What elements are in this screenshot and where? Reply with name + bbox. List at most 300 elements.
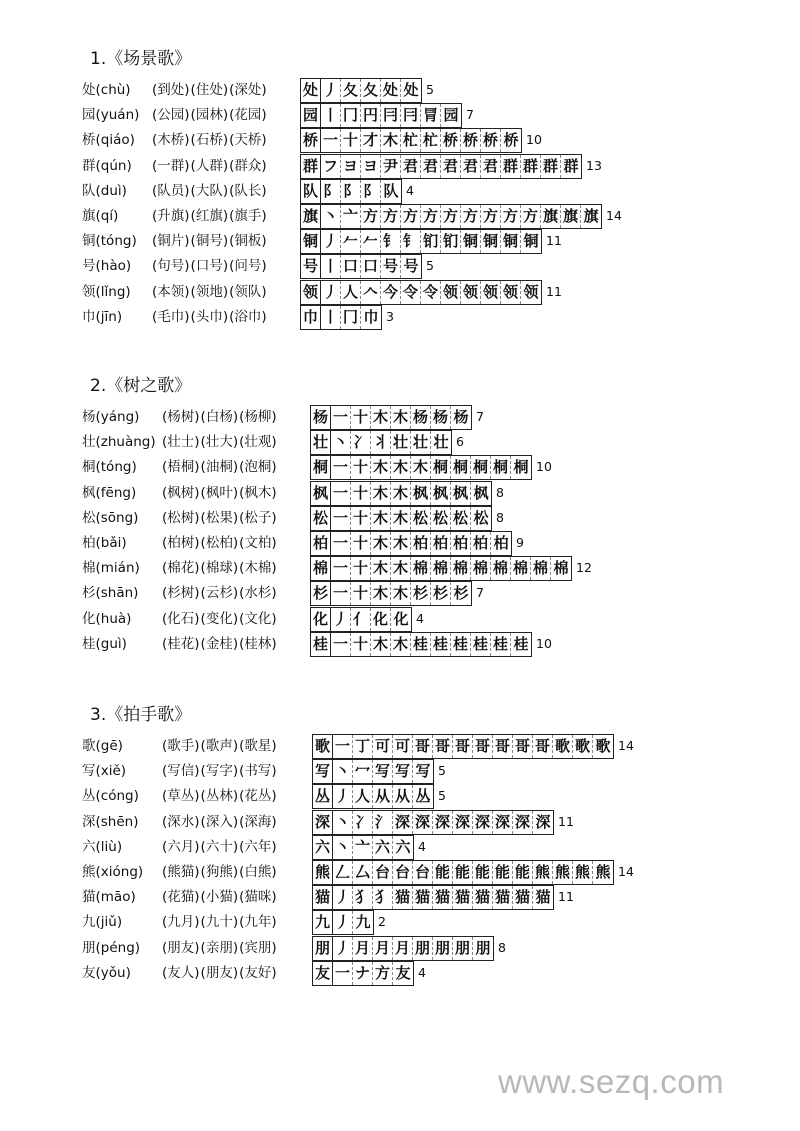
stroke-step: 桐 xyxy=(471,456,491,479)
stroke-order-grid xyxy=(310,531,512,556)
char-pinyin-label: 号(hào) xyxy=(82,258,132,275)
stroke-step: 桐 xyxy=(491,456,511,479)
word: (文化) xyxy=(239,610,277,627)
stroke-step: 人 xyxy=(341,281,361,304)
stroke-order-grid xyxy=(310,556,572,581)
stroke-step: 冃 xyxy=(381,104,401,127)
stroke-step: 队 xyxy=(383,181,399,200)
word: (金桂) xyxy=(200,635,239,652)
stroke-step: 桥 xyxy=(503,131,519,150)
stroke-step: 一 xyxy=(331,406,351,429)
word: (亲朋) xyxy=(200,939,239,956)
char-pinyin-label: 桐(tóng) xyxy=(82,459,137,476)
stroke-step: 冖 xyxy=(353,760,373,783)
stroke-step: 钅 xyxy=(381,230,401,253)
stroke-step: 处 xyxy=(381,79,401,102)
stroke-step: 冃 xyxy=(401,104,421,127)
stroke-order-grid xyxy=(300,78,422,103)
char-row xyxy=(0,430,800,455)
char-row xyxy=(0,734,800,759)
word: (花丛) xyxy=(239,788,277,805)
word: (化石) xyxy=(162,610,200,627)
stroke-step: 桂 xyxy=(513,634,529,653)
stroke-step: 木 xyxy=(371,456,391,479)
stroke-step: 丿 xyxy=(321,281,341,304)
stroke-step: 园 xyxy=(443,106,459,125)
word: (杨树) xyxy=(162,409,200,425)
stroke-step: 钅 xyxy=(401,230,421,253)
word-list xyxy=(152,105,268,125)
word-list xyxy=(162,736,278,756)
word: (队员) xyxy=(152,182,190,199)
stroke-step: 猫 xyxy=(473,886,493,909)
stroke-step: 方 xyxy=(381,205,401,228)
grid-char: 桂 xyxy=(311,633,331,656)
word: (铜板) xyxy=(229,233,267,250)
stroke-step: 木 xyxy=(371,532,391,555)
word: (公园) xyxy=(152,107,190,124)
stroke-count: 11 xyxy=(546,233,562,249)
stroke-order-grid xyxy=(312,784,434,809)
stroke-step: 钔 xyxy=(421,230,441,253)
grid-char: 杨 xyxy=(311,406,331,429)
stroke-step: 从 xyxy=(393,785,413,808)
stroke-step: 深 xyxy=(513,811,533,834)
word: (枫木) xyxy=(239,484,277,501)
word-list xyxy=(162,432,278,452)
word: (文柏) xyxy=(239,535,277,551)
stroke-count: 10 xyxy=(536,459,552,475)
stroke-count: 14 xyxy=(618,738,634,753)
word: (木棉) xyxy=(239,560,277,577)
word-list xyxy=(162,938,278,958)
stroke-count: 4 xyxy=(418,838,426,854)
stroke-step: 哥 xyxy=(513,735,533,758)
stroke-step: 哥 xyxy=(413,735,433,758)
stroke-step: 十 xyxy=(351,507,371,530)
char-row xyxy=(0,784,800,809)
stroke-step: 桂 xyxy=(471,633,491,656)
stroke-count: 14 xyxy=(606,208,622,223)
stroke-step: 写 xyxy=(373,760,393,783)
grid-char: 化 xyxy=(311,608,331,631)
char-pinyin-label: 桥(qiáo) xyxy=(82,132,135,149)
word: (铜片) xyxy=(152,233,190,250)
stroke-step: 杧 xyxy=(421,129,441,152)
char-row xyxy=(0,936,800,961)
stroke-step: 能 xyxy=(493,861,513,884)
stroke-count: 10 xyxy=(526,132,542,148)
word-list xyxy=(162,862,278,882)
stroke-step: 木 xyxy=(371,482,391,505)
stroke-step: 杨 xyxy=(453,408,469,426)
stroke-step: 方 xyxy=(421,205,441,228)
word: (猫咪) xyxy=(239,889,277,906)
word: (白熊) xyxy=(239,864,277,880)
stroke-order-grid xyxy=(312,734,614,759)
grid-char: 处 xyxy=(301,79,321,102)
grid-char: 园 xyxy=(301,104,321,127)
stroke-step: 木 xyxy=(411,456,431,479)
word: (桂林) xyxy=(239,635,277,652)
stroke-step: 枫 xyxy=(451,482,471,505)
word-list xyxy=(162,963,278,983)
stroke-step: 尹 xyxy=(381,155,401,178)
stroke-step: 处 xyxy=(403,81,419,99)
word: (石桥) xyxy=(190,132,229,149)
word: (领地) xyxy=(190,283,229,300)
stroke-step: 铜 xyxy=(501,230,521,253)
stroke-step: 桐 xyxy=(431,456,451,479)
stroke-step: 杉 xyxy=(431,582,451,605)
stroke-step: 方 xyxy=(373,962,393,985)
stroke-step: 月 xyxy=(353,937,373,960)
grid-char: 丛 xyxy=(313,785,333,808)
stroke-step: 棉 xyxy=(531,557,551,580)
stroke-step: 歌 xyxy=(595,737,611,755)
stroke-count: 8 xyxy=(498,939,506,955)
stroke-step: 丨 xyxy=(321,306,341,329)
stroke-step: 方 xyxy=(441,205,461,228)
grid-char: 深 xyxy=(313,811,333,834)
stroke-order-grid xyxy=(310,405,472,430)
char-pinyin-label: 巾(jīn) xyxy=(82,308,123,325)
word: (棉球) xyxy=(200,560,239,577)
stroke-step: 丿 xyxy=(321,230,341,253)
stroke-step: 丶 xyxy=(333,760,353,783)
section-title: 3.《拍手歌》 xyxy=(90,705,192,725)
stroke-step: 犭 xyxy=(353,886,373,909)
stroke-step: 台 xyxy=(393,861,413,884)
word: (歌声) xyxy=(200,738,239,754)
word: (枫叶) xyxy=(200,484,239,501)
word: (花猫) xyxy=(162,889,200,906)
stroke-count: 12 xyxy=(576,560,592,576)
stroke-order-grid xyxy=(310,607,412,632)
char-row xyxy=(0,229,800,254)
char-pinyin-label: 六(liù) xyxy=(82,838,123,855)
word-list xyxy=(162,786,278,806)
word: (熊猫) xyxy=(162,864,200,880)
word: (木桥) xyxy=(152,132,190,149)
word-list xyxy=(162,837,278,857)
stroke-step: 群 xyxy=(501,155,521,178)
stroke-step: 猫 xyxy=(413,886,433,909)
stroke-step: 钔 xyxy=(441,230,461,253)
grid-char: 猫 xyxy=(313,886,333,909)
stroke-step: 方 xyxy=(401,205,421,228)
char-row xyxy=(0,556,800,581)
grid-char: 群 xyxy=(301,155,321,178)
word: (壮士) xyxy=(162,434,200,451)
stroke-step: 冫 xyxy=(351,431,371,454)
char-pinyin-label: 熊(xióng) xyxy=(82,864,144,880)
stroke-order-grid xyxy=(310,632,532,657)
stroke-order-grid xyxy=(300,128,522,153)
word-list xyxy=(152,80,268,100)
grid-char: 桥 xyxy=(301,129,321,152)
stroke-step: 月 xyxy=(373,937,393,960)
char-row xyxy=(0,607,800,632)
stroke-step: 能 xyxy=(453,861,473,884)
stroke-step: 写 xyxy=(415,762,431,781)
stroke-step: 松 xyxy=(473,508,489,527)
stroke-step: 柏 xyxy=(493,534,509,552)
grid-char: 领 xyxy=(301,281,321,304)
stroke-step: 化 xyxy=(371,608,391,631)
stroke-step: 松 xyxy=(451,507,471,530)
stroke-step: 今 xyxy=(381,281,401,304)
word-list xyxy=(152,156,268,176)
grid-char: 写 xyxy=(313,760,333,783)
stroke-step: 丛 xyxy=(415,787,431,806)
stroke-step: 柏 xyxy=(471,532,491,555)
stroke-step: 桥 xyxy=(441,129,461,152)
stroke-step: 十 xyxy=(351,582,371,605)
grid-char: 壮 xyxy=(311,431,331,454)
stroke-step: 木 xyxy=(371,557,391,580)
word: (头巾) xyxy=(190,308,229,325)
grid-char: 队 xyxy=(301,180,321,203)
word-list xyxy=(162,609,278,629)
stroke-step: 棉 xyxy=(411,557,431,580)
stroke-step: 猫 xyxy=(453,886,473,909)
char-pinyin-label: 朋(péng) xyxy=(82,939,141,956)
word: (友人) xyxy=(162,964,200,981)
stroke-step: 木 xyxy=(391,406,411,429)
stroke-order-grid xyxy=(300,179,402,204)
stroke-count: 8 xyxy=(496,509,504,525)
stroke-step: 壮 xyxy=(391,431,411,454)
stroke-step: 桂 xyxy=(451,633,471,656)
word: (人群) xyxy=(190,157,229,174)
word: (梧桐) xyxy=(162,459,200,476)
word: (狗熊) xyxy=(200,864,239,880)
char-pinyin-label: 队(duì) xyxy=(82,182,127,199)
word: (写字) xyxy=(200,763,239,780)
stroke-count: 5 xyxy=(438,763,446,779)
stroke-step: 猫 xyxy=(393,886,413,909)
word: (毛巾) xyxy=(152,308,190,325)
stroke-step: 铜 xyxy=(523,232,539,251)
grid-char: 松 xyxy=(311,507,331,530)
word: (到处) xyxy=(152,82,190,98)
char-pinyin-label: 松(sōng) xyxy=(82,509,139,526)
word: (九年) xyxy=(239,914,277,931)
stroke-order-grid xyxy=(312,910,374,935)
word: (一群) xyxy=(152,157,190,174)
stroke-step: 一 xyxy=(331,582,351,605)
word: (松树) xyxy=(162,509,200,526)
stroke-step: 木 xyxy=(371,507,391,530)
word: (深海) xyxy=(239,813,277,830)
word-list xyxy=(162,407,278,427)
stroke-step: 猫 xyxy=(513,886,533,909)
grid-char: 枫 xyxy=(311,482,331,505)
stroke-step: 深 xyxy=(473,811,493,834)
stroke-order-grid xyxy=(310,581,472,606)
stroke-step: 深 xyxy=(393,811,413,834)
word-list xyxy=(162,533,278,553)
stroke-step: 君 xyxy=(461,155,481,178)
stroke-step: 哥 xyxy=(533,735,553,758)
word: (变化) xyxy=(200,610,239,627)
stroke-step: 六 xyxy=(395,837,411,856)
grid-char: 六 xyxy=(313,836,333,859)
word-list xyxy=(162,912,278,932)
stroke-step: 丬 xyxy=(371,431,391,454)
word-list xyxy=(162,457,278,477)
stroke-step: 一 xyxy=(333,962,353,985)
stroke-step: 一 xyxy=(331,456,351,479)
stroke-step: 夂 xyxy=(341,79,361,102)
stroke-step: 朋 xyxy=(475,938,491,957)
word: (深入) xyxy=(200,813,239,830)
stroke-count: 11 xyxy=(546,283,562,299)
char-row xyxy=(0,910,800,935)
char-pinyin-label: 写(xiě) xyxy=(82,763,127,780)
stroke-step: 令 xyxy=(421,281,441,304)
stroke-step: 铜 xyxy=(461,230,481,253)
stroke-step: 猫 xyxy=(493,886,513,909)
stroke-count: 7 xyxy=(476,585,484,601)
stroke-order-grid xyxy=(312,860,614,885)
stroke-step: 柏 xyxy=(431,532,451,555)
stroke-step: 木 xyxy=(381,129,401,152)
stroke-step: 口 xyxy=(341,255,361,278)
stroke-step: 一 xyxy=(333,735,353,758)
char-pinyin-label: 深(shēn) xyxy=(82,813,139,830)
stroke-step: 十 xyxy=(351,633,371,656)
stroke-step: 木 xyxy=(371,582,391,605)
stroke-step: 丶 xyxy=(331,431,351,454)
char-pinyin-label: 桂(guì) xyxy=(82,635,127,652)
stroke-step: 深 xyxy=(413,811,433,834)
word: (深处) xyxy=(229,82,267,98)
stroke-order-grid xyxy=(310,455,532,480)
char-row xyxy=(0,885,800,910)
word: (九月) xyxy=(162,914,200,931)
stroke-count: 11 xyxy=(558,889,574,905)
char-row xyxy=(0,204,800,229)
stroke-count: 11 xyxy=(558,813,574,829)
char-row xyxy=(0,280,800,305)
stroke-step: 旗 xyxy=(541,205,561,228)
stroke-step: 冂 xyxy=(341,306,361,329)
stroke-step: 丿 xyxy=(333,911,353,934)
char-row xyxy=(0,531,800,556)
stroke-step: 哥 xyxy=(433,735,453,758)
stroke-step: 哥 xyxy=(493,735,513,758)
stroke-step: 棉 xyxy=(553,559,569,578)
stroke-step: 能 xyxy=(433,861,453,884)
word-list xyxy=(162,583,278,603)
grid-char: 熊 xyxy=(313,861,333,884)
stroke-step: 棉 xyxy=(491,557,511,580)
stroke-order-grid xyxy=(312,759,434,784)
grid-char: 桐 xyxy=(311,456,331,479)
char-row xyxy=(0,632,800,657)
stroke-step: 猫 xyxy=(535,888,551,907)
grid-char: 号 xyxy=(301,255,321,278)
char-row xyxy=(0,305,800,330)
char-row xyxy=(0,254,800,279)
stroke-step: 朋 xyxy=(453,937,473,960)
char-row xyxy=(0,810,800,835)
section-title: 2.《树之歌》 xyxy=(90,376,192,396)
stroke-order-grid xyxy=(312,810,554,835)
stroke-step: 丨 xyxy=(321,255,341,278)
stroke-step: 方 xyxy=(521,205,541,228)
stroke-step: 桐 xyxy=(513,458,529,477)
word: (壮大) xyxy=(200,434,239,451)
stroke-step: 亠 xyxy=(353,836,373,859)
stroke-step: 円 xyxy=(361,104,381,127)
word: (花园) xyxy=(229,107,267,124)
stroke-step: 杧 xyxy=(401,129,421,152)
stroke-step: 犭 xyxy=(373,886,393,909)
word: (句号) xyxy=(152,258,190,275)
word: (队长) xyxy=(229,182,267,199)
word: (歌星) xyxy=(239,738,277,754)
word-list xyxy=(162,887,278,907)
stroke-count: 9 xyxy=(516,535,524,550)
stroke-step: 深 xyxy=(453,811,473,834)
word: (杉树) xyxy=(162,585,200,602)
word: (壮观) xyxy=(239,434,277,451)
char-pinyin-label: 领(lǐng) xyxy=(82,283,131,300)
stroke-count: 7 xyxy=(466,107,474,123)
char-pinyin-label: 杨(yáng) xyxy=(82,409,140,425)
grid-char: 友 xyxy=(313,962,333,985)
char-row xyxy=(0,154,800,179)
stroke-step: 杉 xyxy=(411,582,431,605)
stroke-step: 阝 xyxy=(361,180,381,203)
word: (六十) xyxy=(200,838,239,855)
stroke-step: 十 xyxy=(341,129,361,152)
word: (宾朋) xyxy=(239,939,277,956)
char-pinyin-label: 丛(cóng) xyxy=(82,788,139,805)
word: (枫树) xyxy=(162,484,200,501)
stroke-step: 熊 xyxy=(595,863,611,881)
word: (小猫) xyxy=(200,889,239,906)
stroke-step: ヨ xyxy=(341,155,361,178)
stroke-step: 木 xyxy=(391,507,411,530)
stroke-step: 号 xyxy=(403,257,419,276)
grid-char: 铜 xyxy=(301,230,321,253)
word: (松柏) xyxy=(200,535,239,551)
stroke-step: 木 xyxy=(391,633,411,656)
stroke-step: 亻 xyxy=(351,608,371,631)
word: (棉花) xyxy=(162,560,200,577)
word: (油桐) xyxy=(200,459,239,476)
stroke-step: 月 xyxy=(393,937,413,960)
stroke-step: 才 xyxy=(361,129,381,152)
stroke-step: 方 xyxy=(461,205,481,228)
word: (天桥) xyxy=(229,132,267,149)
stroke-step: 口 xyxy=(361,255,381,278)
char-pinyin-label: 歌(gē) xyxy=(82,738,123,754)
word: (口号) xyxy=(190,258,229,275)
stroke-count: 5 xyxy=(426,82,434,97)
word: (丛林) xyxy=(200,788,239,805)
stroke-step: 从 xyxy=(373,785,393,808)
word: (桂花) xyxy=(162,635,200,652)
word-list xyxy=(162,634,278,654)
char-pinyin-label: 棉(mián) xyxy=(82,560,140,577)
stroke-step: 壮 xyxy=(411,431,431,454)
char-pinyin-label: 铜(tóng) xyxy=(82,233,137,250)
